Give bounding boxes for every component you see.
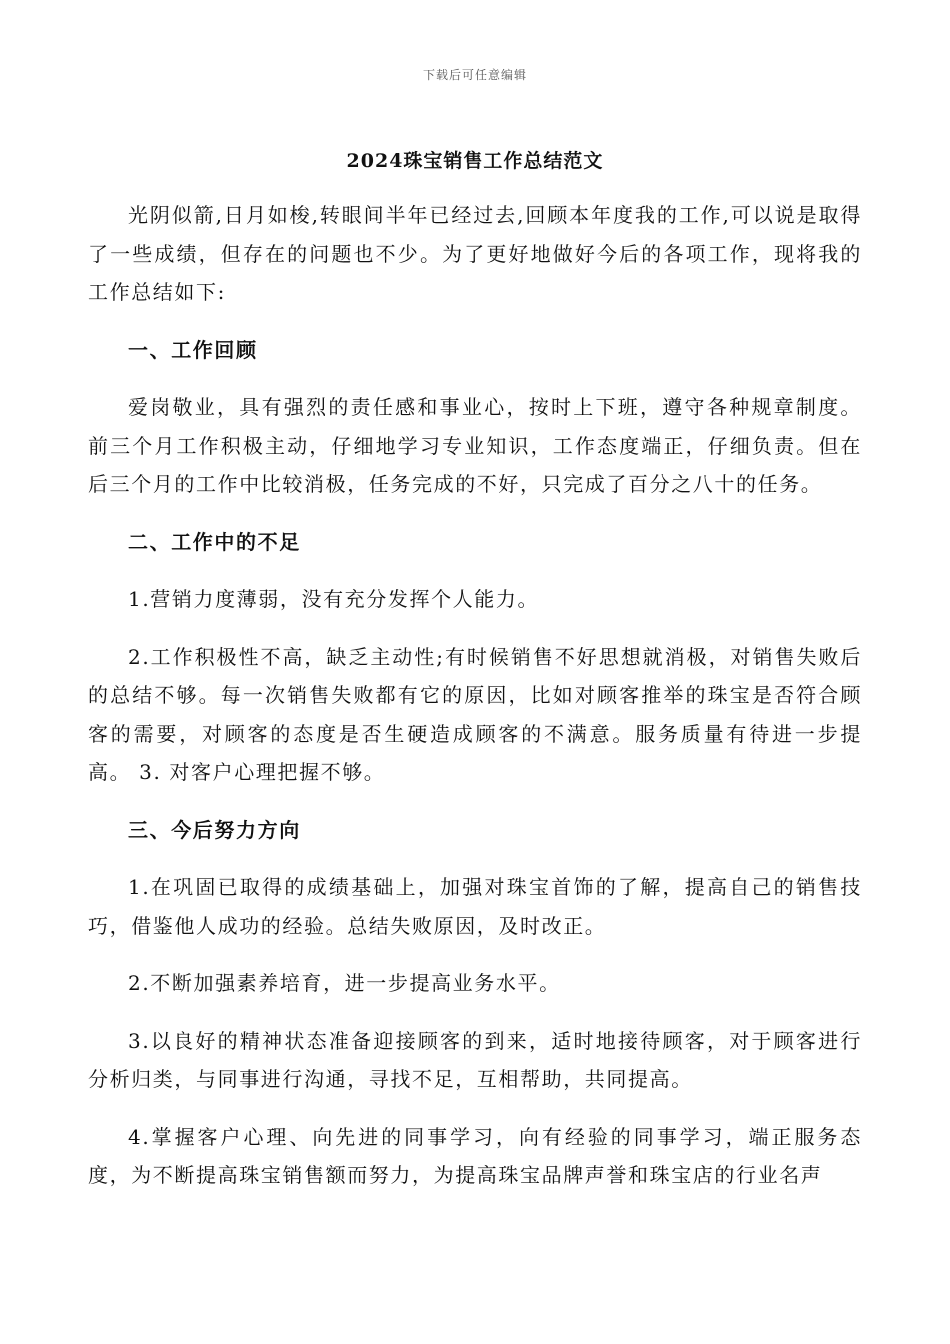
section1-paragraph: 爱岗敬业，具有强烈的责任感和事业心，按时上下班，遵守各种规章制度。前三个月工作积极主动，仔细地学习专业知识，工作态度端正，仔细负责。但在后三个月的工作中比较消极，任务完成的不好，只完成了百分之八十的任务。 bbox=[88, 395, 862, 496]
intro-paragraph: 光阴似箭,日月如梭,转眼间半年已经过去,回顾本年度我的工作,可以说是取得了一些成绩，但存在的问题也不少。为了更好地做好今后的各项工作，现将我的工作总结如下: bbox=[88, 203, 862, 304]
section2-item-2: 2.工作积极性不高，缺乏主动性;有时候销售不好思想就消极，对销售失败后的总结不够。每一次销售失败都有它的原因，比如对顾客推举的珠宝是否符合顾客的需要，对顾客的态度是否生硬造成顾客的不满意。服务质量有待进一步提高。 3. 对客户心理把握不够。 bbox=[88, 644, 862, 784]
header-note: 下载后可任意编辑 bbox=[422, 68, 527, 82]
document-title: 2024珠宝销售工作总结范文 bbox=[346, 150, 604, 172]
section2-item-1: 1.营销力度薄弱，没有充分发挥个人能力。 bbox=[128, 587, 540, 611]
section1-heading: 一、工作回顾 bbox=[128, 337, 258, 362]
section3-item-3: 3.以良好的精神状态准备迎接顾客的到来，适时地接待顾客，对于顾客进行分析归类，与同事进行沟通，寻找不足，互相帮助，共同提高。 bbox=[88, 1028, 862, 1091]
section3-item-1: 1.在巩固已取得的成绩基础上，加强对珠宝首饰的了解，提高自己的销售技巧，借鉴他人成功的经验。总结失败原因，及时改正。 bbox=[88, 875, 862, 938]
section3-item-4: 4.掌握客户心理、向先进的同事学习，向有经验的同事学习，端正服务态度，为不断提高珠宝销售额而努力，为提高珠宝品牌声誉和珠宝店的行业名声 bbox=[88, 1124, 862, 1187]
document-body bbox=[88, 196, 862, 1214]
section3-item-2: 2.不断加强素养培育，进一步提高业务水平。 bbox=[128, 971, 561, 995]
section3-heading: 三、今后努力方向 bbox=[128, 817, 301, 842]
section2-heading: 二、工作中的不足 bbox=[128, 529, 301, 554]
